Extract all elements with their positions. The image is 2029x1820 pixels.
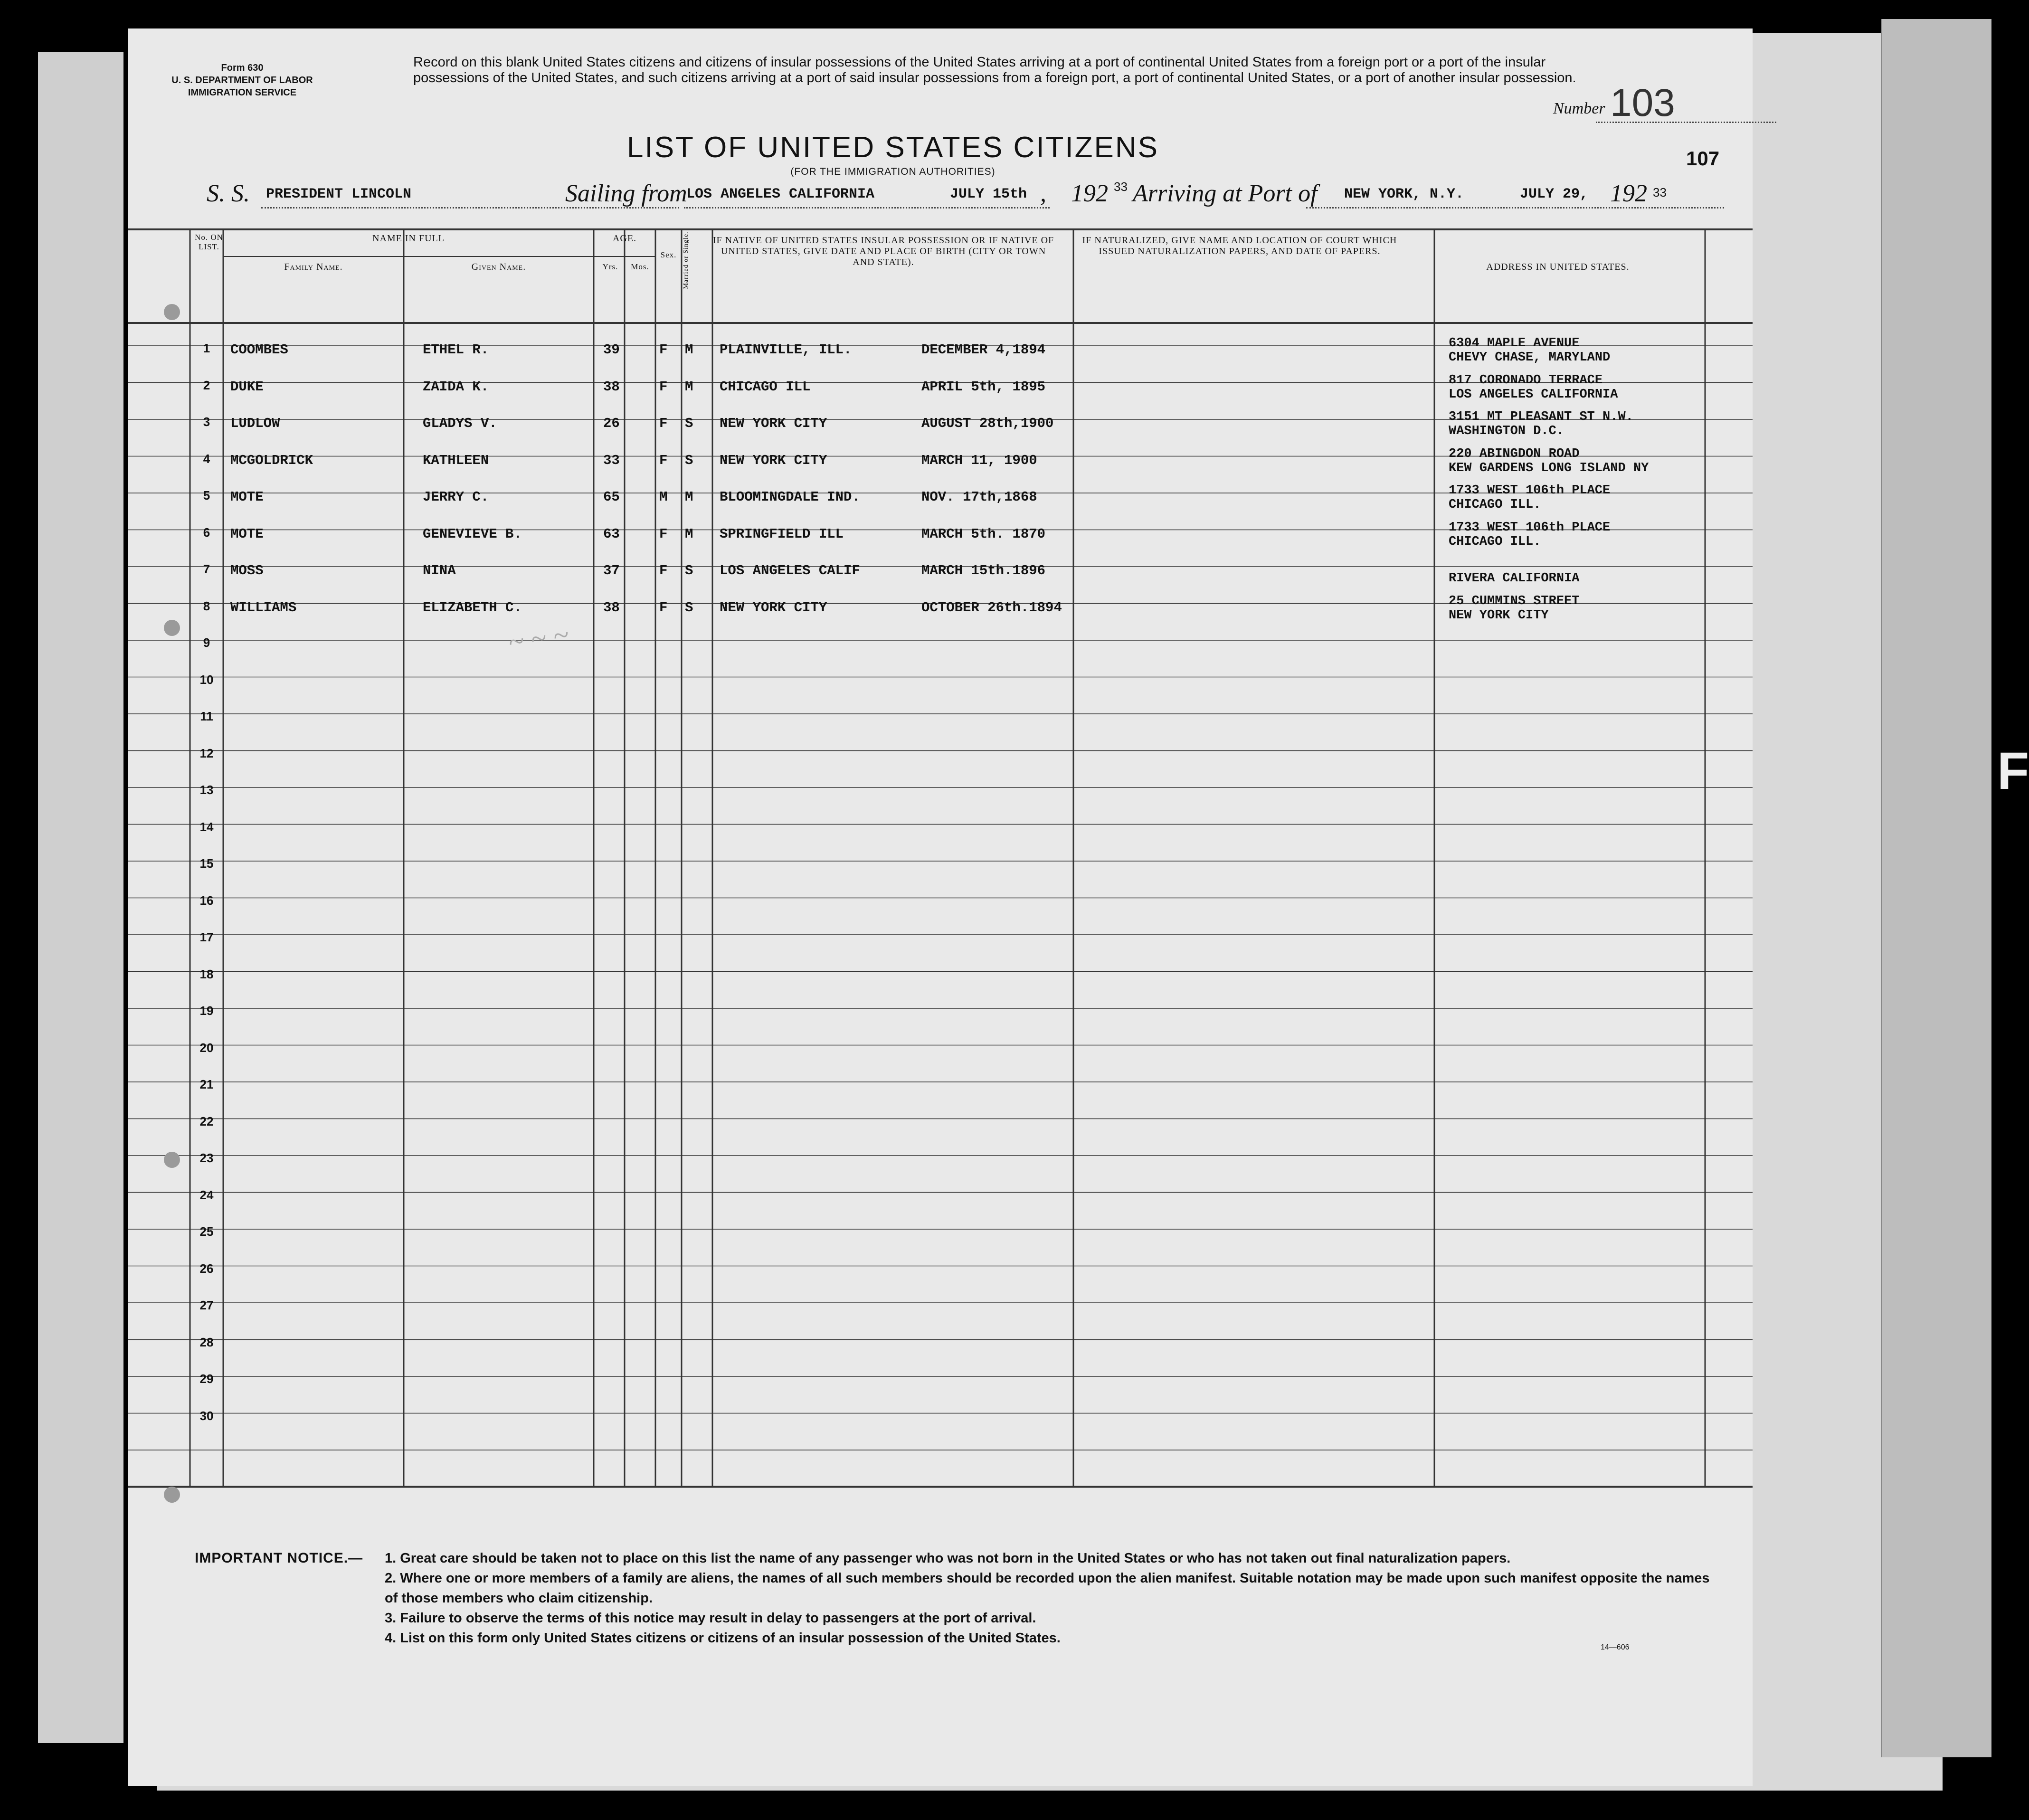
row-number: 27 [199, 1298, 214, 1312]
notice-items [385, 1548, 1715, 1648]
marital-status-cell: M [685, 526, 693, 542]
address-line-1: 1733 WEST 106th PLACE [1449, 483, 1611, 498]
notice-item: 3. Failure to observe the terms of this notice may result in delay to passengers at the port of arrival. [385, 1611, 1036, 1626]
number-label: Number [1553, 100, 1605, 117]
marital-status-cell: M [685, 379, 693, 395]
given-name-cell: JERRY C. [423, 489, 489, 505]
address-line-2: NEW YORK CITY [1449, 608, 1549, 623]
row-number: 9 [203, 635, 210, 650]
citizens-table [128, 228, 1753, 1496]
ss-label: S. S. [207, 180, 250, 207]
row-number: 28 [199, 1335, 214, 1349]
number-line [1596, 122, 1776, 123]
instructions-text: Record on this blank United States citizens and citizens of insular possessions of the United States arriving at a port of continental United States from a foreign port or a port of the insular possessions of the United States, and such citizens arriving at a port of said insular possessions from a foreign port, a port of continental United States, or a port of another insular possession. [413, 55, 1576, 85]
form-code: 14—606 [1601, 1643, 1630, 1651]
marital-status-cell: S [685, 416, 693, 431]
birthplace-cell: PLAINVILLE, ILL. [720, 342, 852, 358]
row-number: 25 [199, 1224, 214, 1239]
sex-cell: F [659, 452, 668, 468]
pencil-annotation: ~ ~ ~ [506, 618, 571, 658]
punch-hole [164, 1152, 180, 1168]
departure-port: LOS ANGELES CALIFORNIA [686, 186, 875, 202]
departure-year-prefix: 192 [1071, 180, 1108, 207]
address-line-1: 6304 MAPLE AVENUE [1449, 336, 1580, 351]
given-name-cell: NINA [423, 563, 456, 578]
page-title: LIST OF UNITED STATES CITIZENS [627, 131, 1159, 164]
notice-item: 4. List on this form only United States citizens or citizens of an insular possession of the United States. [385, 1630, 1061, 1646]
birth-date-cell: MARCH 5th. 1870 [921, 526, 1046, 542]
birthplace-cell: SPRINGFIELD ILL [720, 526, 844, 542]
header-sex: Sex. [660, 250, 677, 259]
family-name-cell: MOTE [230, 526, 264, 542]
punch-hole [164, 620, 180, 636]
address-line-1: 25 CUMMINS STREET [1449, 594, 1580, 608]
comma: , [1040, 180, 1046, 207]
age-cell: 26 [603, 416, 620, 431]
birthplace-cell: LOS ANGELES CALIF [720, 563, 860, 578]
given-name-cell: GENEVIEVE B. [423, 526, 522, 542]
header-name-in-full: NAME IN FULL [372, 233, 445, 244]
row-number: 14 [199, 819, 214, 834]
age-cell: 38 [603, 379, 620, 395]
form-number: Form 630 [221, 63, 264, 73]
given-name-cell: KATHLEEN [423, 452, 489, 468]
department-name: U. S. DEPARTMENT OF LABOR [171, 75, 313, 85]
marital-status-cell: S [685, 599, 693, 616]
address-line-2: WASHINGTON D.C. [1449, 424, 1564, 438]
given-name-cell: ZAIDA K. [423, 379, 489, 395]
sex-cell: F [659, 416, 668, 431]
marital-status-cell: S [685, 563, 693, 578]
address-line-1: 817 CORONADO TERRACE [1449, 373, 1603, 388]
birth-date-cell: MARCH 15th.1896 [921, 563, 1046, 578]
departure-date: JULY 15th [950, 186, 1027, 202]
family-name-cell: DUKE [230, 379, 264, 395]
sex-cell: F [659, 379, 668, 395]
binding-strip [38, 52, 123, 1743]
row-number: 17 [199, 930, 214, 944]
birth-date-cell: MARCH 11, 1900 [921, 452, 1037, 468]
family-name-cell: WILLIAMS [230, 599, 297, 616]
address-line-2: CHICAGO ILL. [1449, 498, 1541, 512]
arrival-line [1306, 207, 1724, 209]
birthplace-cell: CHICAGO ILL [720, 379, 811, 395]
arrival-year-prefix: 192 [1610, 180, 1647, 207]
address-line-2: RIVERA CALIFORNIA [1449, 571, 1580, 586]
row-number: 6 [203, 525, 210, 540]
side-mark: F [1997, 742, 2029, 800]
age-cell: 63 [603, 526, 620, 542]
row-number: 15 [199, 856, 214, 871]
given-name-cell: ELIZABETH C. [423, 599, 522, 616]
sex-cell: M [659, 489, 668, 505]
birth-date-cell: OCTOBER 26th.1894 [921, 599, 1062, 616]
row-number: 2 [203, 378, 210, 392]
header-married-single: Married or Single. [683, 231, 690, 289]
family-name-cell: COOMBES [230, 342, 288, 358]
row-number: 11 [200, 709, 213, 723]
age-cell: 33 [603, 452, 620, 468]
service-name: IMMIGRATION SERVICE [188, 87, 297, 98]
header-birth: IF NATIVE OF UNITED STATES INSULAR POSSESSION OR IF NATIVE OF UNITED STATES, GIVE DATE AND PLACE OF BIRTH (CITY OR TOWN AND STATE). [712, 235, 1054, 267]
row-number: 20 [199, 1040, 214, 1055]
arrival-port: NEW YORK, N.Y. [1344, 186, 1464, 202]
notice-item: 1. Great care should be taken not to place on this list the name of any passenger who was not born in the United States or who has not taken out final naturalization papers. [385, 1551, 1511, 1566]
page-number: 107 [1686, 147, 1720, 170]
row-number: 21 [199, 1077, 214, 1091]
row-number: 7 [203, 562, 210, 576]
header-address: ADDRESS IN UNITED STATES. [1486, 262, 1630, 272]
family-name-cell: MCGOLDRICK [230, 452, 313, 468]
birthplace-cell: NEW YORK CITY [720, 416, 827, 431]
address-line-2: CHEVY CHASE, MARYLAND [1449, 351, 1611, 365]
header-years: Yrs. [602, 262, 618, 271]
row-number: 19 [199, 1004, 214, 1018]
family-name-cell: LUDLOW [230, 416, 280, 431]
address-line-1: 3151 MT PLEASANT ST N.W. [1449, 410, 1633, 424]
age-cell: 38 [603, 599, 620, 616]
row-number: 26 [199, 1261, 214, 1276]
birth-date-cell: NOV. 17th,1868 [921, 489, 1037, 505]
row-number: 16 [199, 893, 214, 908]
marital-status-cell: M [685, 489, 693, 505]
birth-date-cell: APRIL 5th, 1895 [921, 379, 1046, 395]
header-no: No. ON LIST. [195, 233, 223, 251]
row-number: 18 [199, 967, 214, 981]
header-months: Mos. [631, 262, 649, 271]
birthplace-cell: BLOOMINGDALE IND. [720, 489, 860, 505]
arrival-date: JULY 29, [1520, 186, 1589, 202]
notice-heading: IMPORTANT NOTICE.— [195, 1550, 363, 1566]
address-line-1: 220 ABINGDON ROAD [1449, 446, 1580, 461]
given-name-cell: GLADYS V. [423, 416, 497, 431]
departure-year: 33 [1114, 180, 1128, 194]
row-number: 22 [199, 1114, 214, 1128]
sex-cell: F [659, 563, 668, 578]
notice-item: 2. Where one or more members of a family are aliens, the names of all such members should be recorded upon the alien manifest. Suitable notation may be made upon such manifest opposite the names of those members who claim citizenship. [385, 1571, 1710, 1606]
header-family-name: Family Name. [284, 262, 343, 272]
sex-cell: F [659, 526, 668, 542]
row-number: 23 [199, 1151, 214, 1165]
birthplace-cell: NEW YORK CITY [720, 452, 827, 468]
birth-date-cell: DECEMBER 4,1894 [921, 342, 1046, 358]
row-number: 10 [199, 672, 214, 687]
sailing-label: Sailing from [565, 180, 687, 207]
row-number: 3 [203, 415, 210, 429]
row-number: 12 [199, 746, 214, 760]
punch-hole [164, 1487, 180, 1503]
address-line-2: LOS ANGELES CALIFORNIA [1449, 387, 1618, 402]
row-number: 13 [199, 783, 214, 797]
manifest-sheet [128, 28, 1753, 1786]
number-value: 103 [1610, 81, 1675, 124]
departure-line [684, 207, 1050, 209]
row-number: 24 [199, 1187, 214, 1202]
birth-date-cell: AUGUST 28th,1900 [921, 416, 1054, 431]
header-naturalized: IF NATURALIZED, GIVE NAME AND LOCATION OF COURT WHICH ISSUED NATURALIZATION PAPERS, AND DATE OF PAPERS. [1082, 235, 1397, 256]
row-number: 4 [203, 451, 210, 466]
header-age: AGE. [612, 233, 637, 244]
row-number: 8 [203, 598, 210, 613]
form-identifier [142, 62, 342, 99]
row-number: 5 [203, 488, 210, 502]
row-number: 29 [199, 1372, 214, 1386]
arriving-label: Arriving at Port of [1133, 180, 1318, 207]
page-edge [1881, 19, 1991, 1757]
row-number: 1 [203, 341, 210, 355]
row-number: 30 [199, 1408, 214, 1423]
sex-cell: F [659, 342, 668, 358]
punch-hole [164, 304, 180, 320]
age-cell: 37 [603, 563, 620, 578]
given-name-cell: ETHEL R. [423, 342, 489, 358]
address-line-2: KEW GARDENS LONG ISLAND NY [1449, 461, 1649, 475]
age-cell: 65 [603, 489, 620, 505]
birthplace-cell: NEW YORK CITY [720, 599, 827, 616]
header-given-name: Given Name. [471, 262, 526, 272]
page-subtitle: (FOR THE IMMIGRATION AUTHORITIES) [790, 166, 996, 177]
age-cell: 39 [603, 342, 620, 358]
family-name-cell: MOTE [230, 489, 264, 505]
ship-name: PRESIDENT LINCOLN [266, 186, 412, 202]
arrival-year: 33 [1653, 185, 1667, 199]
sex-cell: F [659, 599, 668, 616]
marital-status-cell: M [685, 342, 693, 358]
address-line-1: 1733 WEST 106th PLACE [1449, 520, 1611, 535]
address-line-2: CHICAGO ILL. [1449, 534, 1541, 549]
marital-status-cell: S [685, 452, 693, 468]
family-name-cell: MOSS [230, 563, 264, 578]
